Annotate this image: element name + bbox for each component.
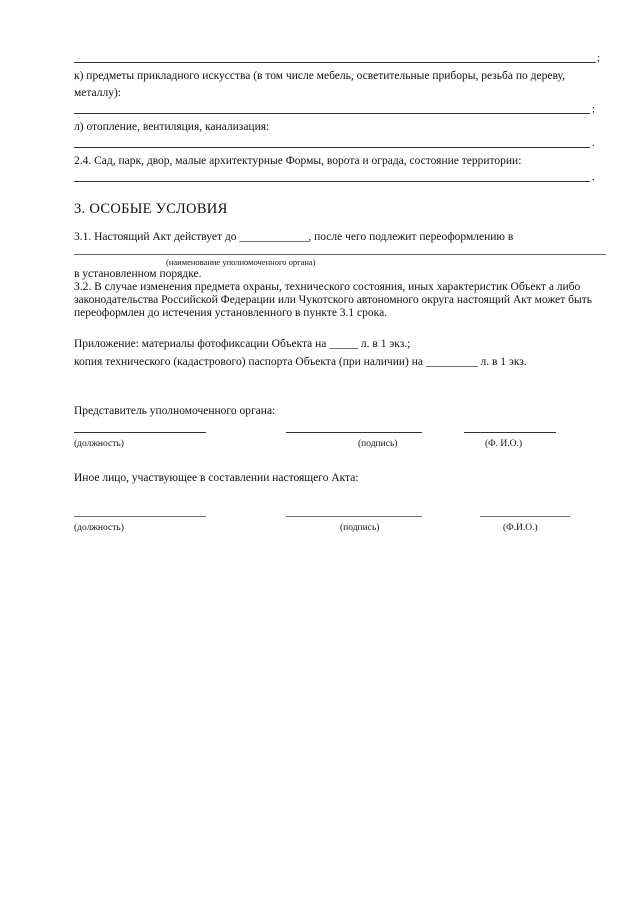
fill-line[interactable]: [74, 181, 590, 182]
signature-line[interactable]: [286, 516, 422, 517]
signature-caption: (подпись): [358, 439, 398, 449]
clause-3-2-text: законодательства Российской Федерации или Чукотского автономного округа настоящий Акт может быть: [74, 294, 592, 306]
authority-caption: (наименование уполномоченного органа): [166, 257, 316, 267]
position-caption: (должность): [74, 523, 124, 533]
signature-block-title: Представитель уполномоченного органа:: [74, 405, 276, 417]
position-signature-line[interactable]: [74, 516, 206, 517]
fill-line[interactable]: [74, 113, 590, 114]
fill-line[interactable]: [74, 147, 590, 148]
end-mark: ;: [597, 52, 601, 64]
signature-caption: (подпись): [340, 523, 380, 533]
section-heading: 3. ОСОБЫЕ УСЛОВИЯ: [74, 201, 228, 217]
name-caption: (Ф. И.О.): [485, 439, 523, 449]
appendix-line: Приложение: материалы фотофиксации Объекта на _____ л. в 1 экз.;: [74, 338, 411, 350]
end-mark: .: [592, 171, 595, 183]
name-signature-line[interactable]: [480, 516, 570, 517]
clause-3-1-continuation: в установленном порядке.: [74, 268, 202, 280]
clause-3-2-text: переоформлен до истечения установленного в пункте 3.1 срока.: [74, 307, 388, 319]
section-l-text: л) отопление, вентиляция, канализация:: [74, 121, 270, 133]
signature-block-title: Иное лицо, участвующее в составлении настоящего Акта:: [74, 472, 359, 484]
end-mark: ;: [592, 103, 596, 115]
position-caption: (должность): [74, 439, 124, 449]
section-k-text: к) предметы прикладного искусства (в том числе мебель, осветительные приборы, резьба по дереву,: [74, 70, 565, 82]
name-signature-line[interactable]: [464, 432, 556, 433]
position-signature-line[interactable]: [74, 432, 206, 433]
name-caption: (Ф.И.О.): [503, 523, 538, 533]
fill-line[interactable]: [74, 62, 596, 63]
appendix-line: копия технического (кадастрового) паспорта Объекта (при наличии) на _________ л. в 1 экз.: [74, 356, 527, 368]
section-2-4-text: 2.4. Сад, парк, двор, малые архитектурные Формы, ворота и ограда, состояние территории:: [74, 155, 522, 167]
authority-fill-line[interactable]: [74, 254, 606, 255]
clause-3-1-text: 3.1. Настоящий Акт действует до ____________, после чего подлежит переоформлению в: [74, 231, 514, 243]
clause-3-2-text: 3.2. В случае изменения предмета охраны, технического состояния, иных характеристик Объект а либо: [74, 281, 581, 293]
section-k-text-cont: металлу):: [74, 87, 122, 99]
signature-line[interactable]: [286, 432, 422, 433]
end-mark: .: [592, 137, 595, 149]
